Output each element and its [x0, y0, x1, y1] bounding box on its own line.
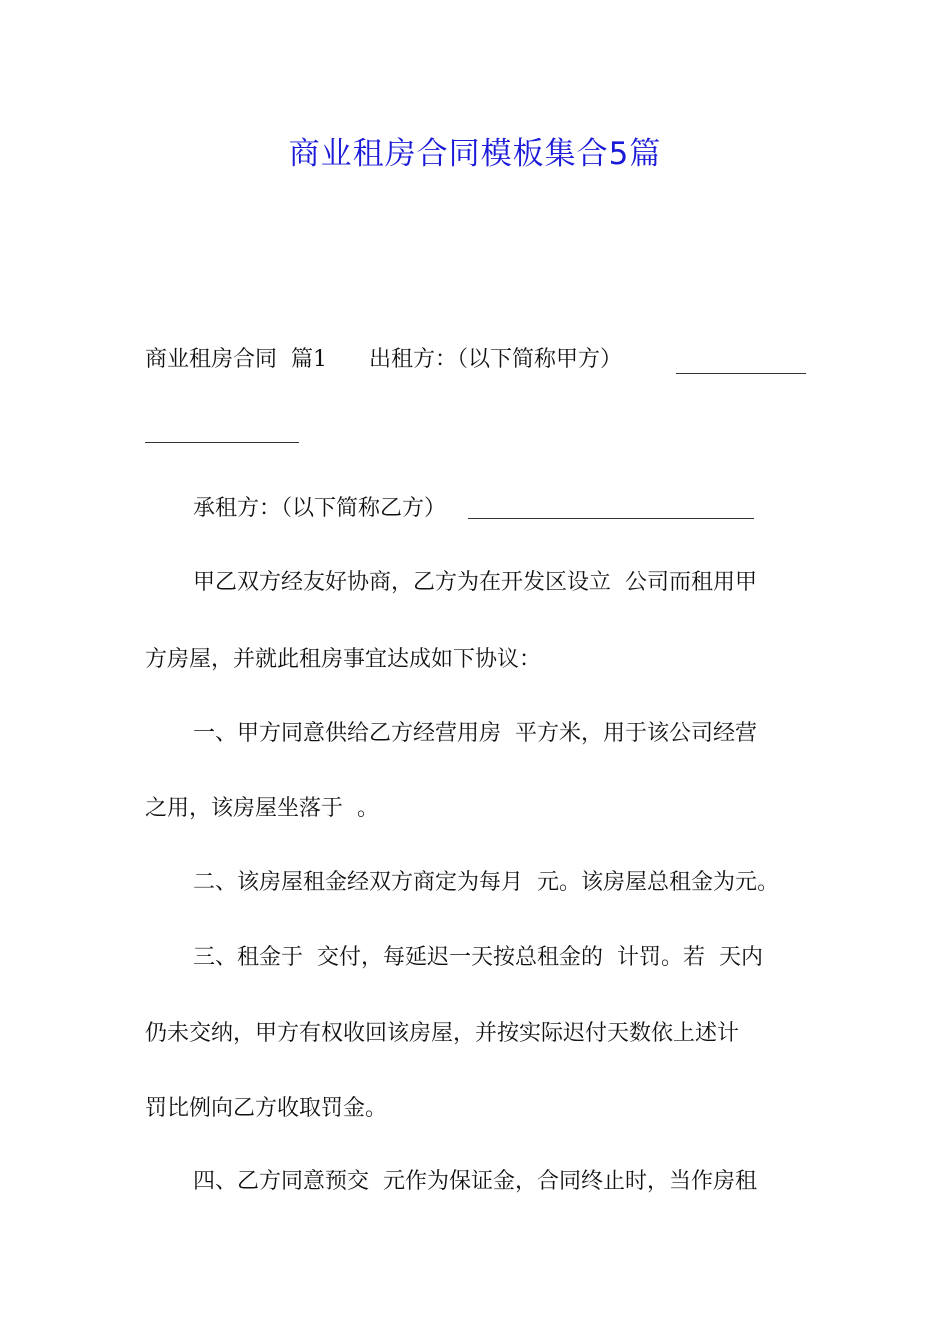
line-clause-3a: 三、租金于 交付，每延迟一天按总租金的 计罚。若 天内 [193, 945, 763, 970]
line-clause-1b: 之用，该房屋坐落于 。 [145, 796, 379, 821]
line-paragraph-intro-2: 方房屋，并就此租房事宜达成如下协议： [145, 647, 542, 672]
line-clause-2: 二、该房屋租金经双方商定为每月 元。该房屋总租金为元。 [193, 870, 779, 895]
document-title: 商业租房合同模板集合5篇 [288, 136, 662, 172]
line-clause-1a: 一、甲方同意供给乙方经营用房 平方米，用于该公司经营 [193, 721, 757, 746]
lessee-blank-line [468, 518, 754, 519]
lessor-blank-line-continued [145, 442, 299, 443]
line-paragraph-intro-1: 甲乙双方经友好协商，乙方为在开发区设立 公司而租用甲 [193, 570, 757, 595]
lessor-blank-line [676, 373, 806, 374]
line-lessee: 承租方：（以下简称乙方） [193, 496, 447, 521]
line-contract-header: 商业租房合同 篇1 出租方：（以下简称甲方） [145, 347, 622, 372]
line-clause-3c: 罚比例向乙方收取罚金。 [145, 1096, 388, 1121]
line-clause-3b: 仍未交纳，甲方有权收回该房屋，并按实际迟付天数依上述计 [145, 1021, 740, 1046]
line-clause-4a: 四、乙方同意预交 元作为保证金，合同终止时，当作房租 [193, 1169, 757, 1194]
